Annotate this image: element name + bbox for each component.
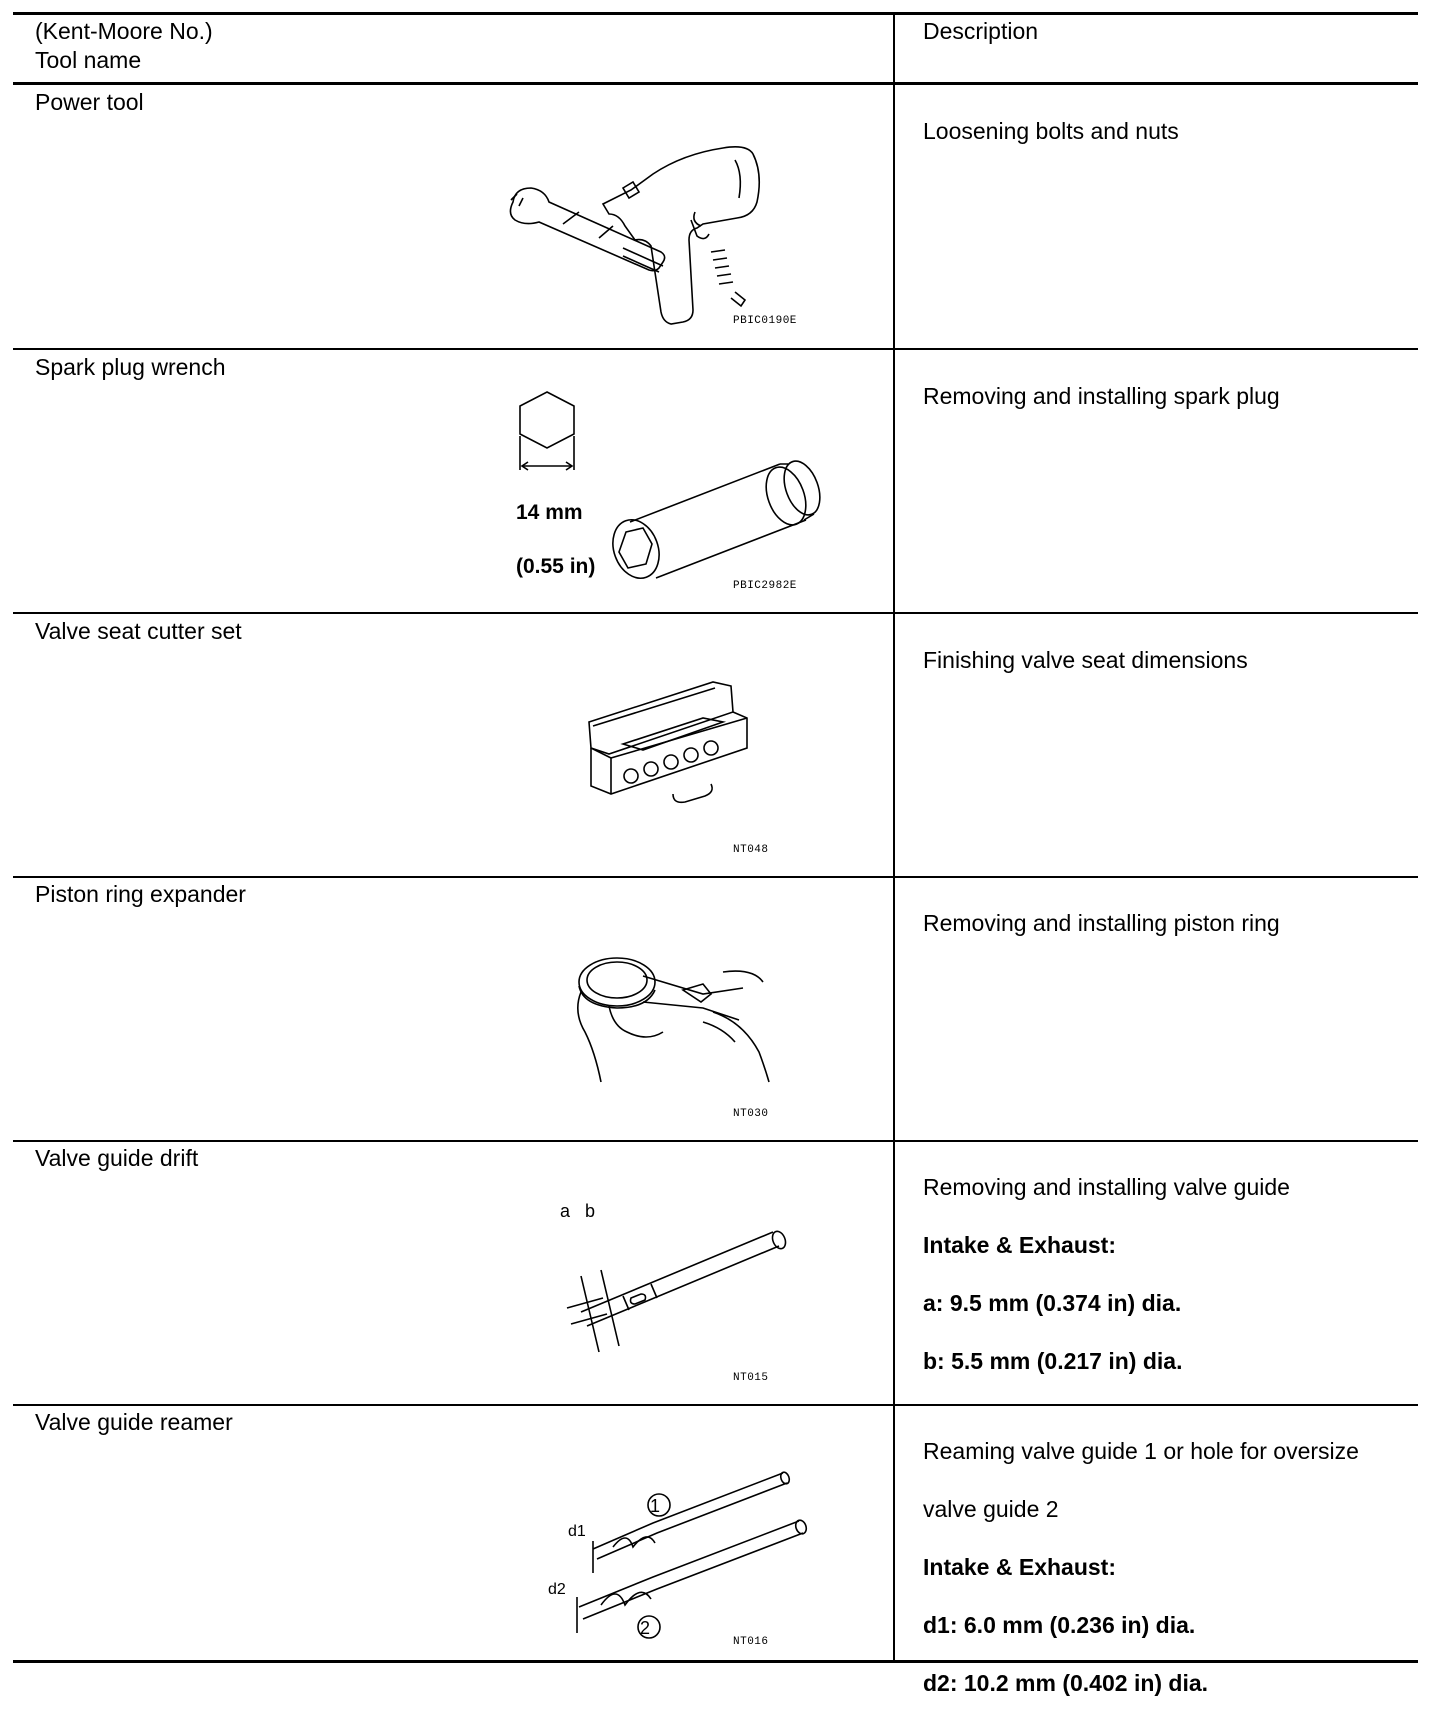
- callout-mm: 14 mm: [516, 501, 583, 524]
- description-line: Removing and installing piston ring: [923, 910, 1280, 936]
- description-line: valve guide 2: [923, 1496, 1059, 1522]
- label-d1: d1: [568, 1523, 586, 1540]
- tool-description: [923, 880, 1393, 967]
- figure-code: PBIC2982E: [733, 580, 797, 592]
- description-bold-line: b: 5.5 mm (0.217 in) dia.: [923, 1348, 1183, 1374]
- valve-seat-cutter-set-illustration: [583, 682, 783, 822]
- hex-size-callout: [516, 472, 595, 607]
- tool-name: Valve guide drift: [35, 1145, 199, 1171]
- tool-name: Valve guide reamer: [35, 1409, 233, 1435]
- tool-description: [923, 1408, 1393, 1727]
- figure-code: NT016: [733, 1636, 769, 1648]
- label-b: b: [585, 1201, 596, 1221]
- table-top-rule: [13, 12, 1418, 15]
- description-bold-line: d2: 10.2 mm (0.402 in) dia.: [923, 1670, 1209, 1696]
- description-line: Removing and installing spark plug: [923, 383, 1280, 409]
- row-divider: [13, 1140, 1418, 1142]
- row-divider: [13, 612, 1418, 614]
- description-bold-line: Intake & Exhaust:: [923, 1232, 1116, 1258]
- tool-name: Piston ring expander: [35, 881, 246, 907]
- description-bold-line: a: 9.5 mm (0.374 in) dia.: [923, 1290, 1182, 1316]
- description-line: Reaming valve guide 1 or hole for oversize: [923, 1438, 1359, 1464]
- row-divider: [13, 1404, 1418, 1406]
- callout-1: 1: [650, 1496, 661, 1516]
- callout-in: (0.55 in): [516, 555, 596, 578]
- description-line: Removing and installing valve guide: [923, 1174, 1290, 1200]
- tool-description: [923, 1144, 1393, 1405]
- tool-description: [923, 617, 1393, 704]
- figure-code: PBIC0190E: [733, 315, 797, 327]
- callout-2: 2: [640, 1618, 651, 1638]
- valve-guide-drift-illustration: [573, 1212, 813, 1362]
- row-divider: [13, 348, 1418, 350]
- tool-description: [923, 353, 1393, 440]
- description-line: Loosening bolts and nuts: [923, 118, 1179, 144]
- row-divider: [13, 876, 1418, 878]
- tool-name: Power tool: [35, 89, 144, 115]
- table-bottom-rule: [13, 1660, 1418, 1663]
- figure-code: NT030: [733, 1108, 769, 1120]
- figure-code: NT048: [733, 844, 769, 856]
- label-a: a: [560, 1201, 571, 1221]
- description-line: Finishing valve seat dimensions: [923, 647, 1248, 673]
- figure-code: NT015: [733, 1372, 769, 1384]
- tool-description: [923, 88, 1393, 175]
- power-tool-illustration: [503, 132, 823, 332]
- label-d2: d2: [548, 1581, 566, 1598]
- column-divider: [893, 12, 895, 1660]
- valve-guide-reamer-illustration: [553, 1477, 813, 1637]
- piston-ring-expander-illustration: [573, 952, 793, 1092]
- header-rule: [13, 82, 1418, 85]
- header-tool-name: (Kent-Moore No.) Tool name: [35, 18, 213, 73]
- header-description: Description: [923, 18, 1039, 44]
- description-bold-line: d1: 6.0 mm (0.236 in) dia.: [923, 1612, 1196, 1638]
- tool-name: Spark plug wrench: [35, 354, 226, 380]
- description-bold-line: Intake & Exhaust:: [923, 1554, 1116, 1580]
- tool-name: Valve seat cutter set: [35, 618, 242, 644]
